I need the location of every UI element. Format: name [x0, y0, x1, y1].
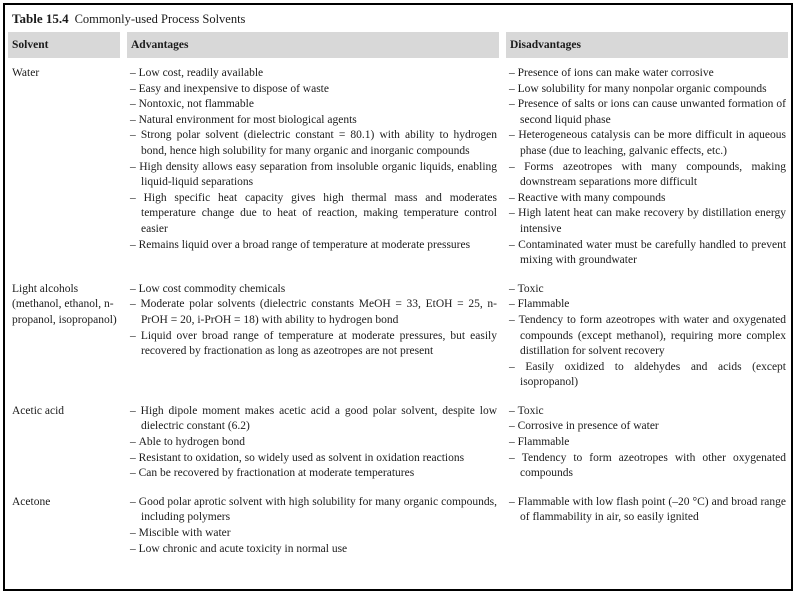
bullet-item: – Low chronic and acute toxicity in normal use	[130, 542, 497, 558]
column-header-disadvantages: Disadvantages	[506, 32, 788, 58]
bullet-item: – Corrosive in presence of water	[509, 419, 786, 435]
bullet-item: – Low cost, readily available	[130, 66, 497, 82]
bullet-item: – Flammable	[509, 297, 786, 313]
table-row-acetic-acid	[8, 404, 788, 482]
bullet-item: – Good polar aprotic solvent with high solubility for many organic compounds, including polymers	[130, 495, 497, 526]
bullet-item: – Can be recovered by fractionation at moderate temperatures	[130, 466, 497, 482]
solvent-cell: Acetic acid	[12, 404, 65, 417]
bullet-item: – Contaminated water must be carefully handled to prevent mixing with groundwater	[509, 238, 786, 269]
table-row-light-alcohols	[8, 282, 788, 391]
disadvantages-cell	[506, 404, 788, 482]
advantages-cell	[127, 66, 499, 269]
bullet-item: – Remains liquid over a broad range of temperature at moderate pressures	[130, 238, 497, 254]
bullet-item: – Resistant to oxidation, so widely used as solvent in oxidation reactions	[130, 451, 497, 467]
bullet-item: – Presence of salts or ions can cause unwanted formation of second liquid phase	[509, 97, 786, 128]
bullet-item: – Presence of ions can make water corrosive	[509, 66, 786, 82]
bullet-item: – Low solubility for many nonpolar organic compounds	[509, 82, 786, 98]
bullet-item: – Strong polar solvent (dielectric constant = 80.1) with ability to hydrogen bond, hence high solubility for many organic and inorganic compounds	[130, 128, 497, 159]
disadvantages-cell	[506, 66, 788, 269]
disadvantages-cell	[506, 282, 788, 391]
bullet-item: – Tendency to form azeotropes with water and oxygenated compounds (except methanol), requiring more complex distillation for solvent recovery	[509, 313, 786, 360]
table-header-row	[8, 32, 788, 58]
table-body	[8, 66, 788, 557]
advantages-cell	[127, 282, 499, 391]
solvent-cell: Light alcohols (methanol, ethanol, n-propanol, isopropanol)	[12, 282, 117, 326]
bullet-item: – Low cost commodity chemicals	[130, 282, 497, 298]
bullet-item: – Flammable with low flash point (–20 °C) and broad range of flammability in air, so easily ignited	[509, 495, 786, 526]
table-caption	[8, 5, 788, 32]
bullet-item: – Miscible with water	[130, 526, 497, 542]
table-row-acetone	[8, 495, 788, 557]
bullet-item: – High latent heat can make recovery by distillation energy intensive	[509, 206, 786, 237]
table-frame	[3, 3, 793, 591]
bullet-item: – Able to hydrogen bond	[130, 435, 497, 451]
column-header-advantages: Advantages	[127, 32, 499, 58]
solvent-cell: Acetone	[12, 495, 51, 508]
disadvantages-cell	[506, 495, 788, 557]
table-caption-label: Table 15.4	[12, 11, 69, 26]
bullet-item: – High dipole moment makes acetic acid a good polar solvent, despite low dielectric constant (6.2)	[130, 404, 497, 435]
bullet-item: – Easy and inexpensive to dispose of waste	[130, 82, 497, 98]
bullet-item: – Forms azeotropes with many compounds, making downstream separations more difficult	[509, 160, 786, 191]
bullet-item: – Natural environment for most biological agents	[130, 113, 497, 129]
solvent-cell: Water	[12, 67, 40, 79]
bullet-item: – Flammable	[509, 435, 786, 451]
bullet-item: – Moderate polar solvents (dielectric constants MeOH = 33, EtOH = 25, n-PrOH = 20, i-PrOH = 18) with ability to hydrogen bond	[130, 297, 497, 328]
table-caption-title: Commonly-used Process Solvents	[74, 12, 246, 26]
bullet-item: – Heterogeneous catalysis can be more difficult in aqueous phase (due to leaching, galvanic effects, etc.)	[509, 128, 786, 159]
bullet-item: – Liquid over broad range of temperature at moderate pressures, but easily recovered by fractionation as long as azeotropes are not present	[130, 329, 497, 360]
bullet-item: – Toxic	[509, 282, 786, 298]
table-row-water	[8, 66, 788, 269]
bullet-item: – Reactive with many compounds	[509, 191, 786, 207]
bullet-item: – Tendency to form azeotropes with other oxygenated compounds	[509, 451, 786, 482]
bullet-item: – High specific heat capacity gives high thermal mass and moderates temperature change due to heat of reaction, making temperature control easier	[130, 191, 497, 238]
bullet-item: – High density allows easy separation from insoluble organic liquids, enabling liquid-liquid separations	[130, 160, 497, 191]
column-header-solvent: Solvent	[8, 32, 120, 58]
advantages-cell	[127, 404, 499, 482]
bullet-item: – Easily oxidized to aldehydes and acids (except isopropanol)	[509, 360, 786, 391]
bullet-item: – Toxic	[509, 404, 786, 420]
advantages-cell	[127, 495, 499, 557]
bullet-item: – Nontoxic, not flammable	[130, 97, 497, 113]
